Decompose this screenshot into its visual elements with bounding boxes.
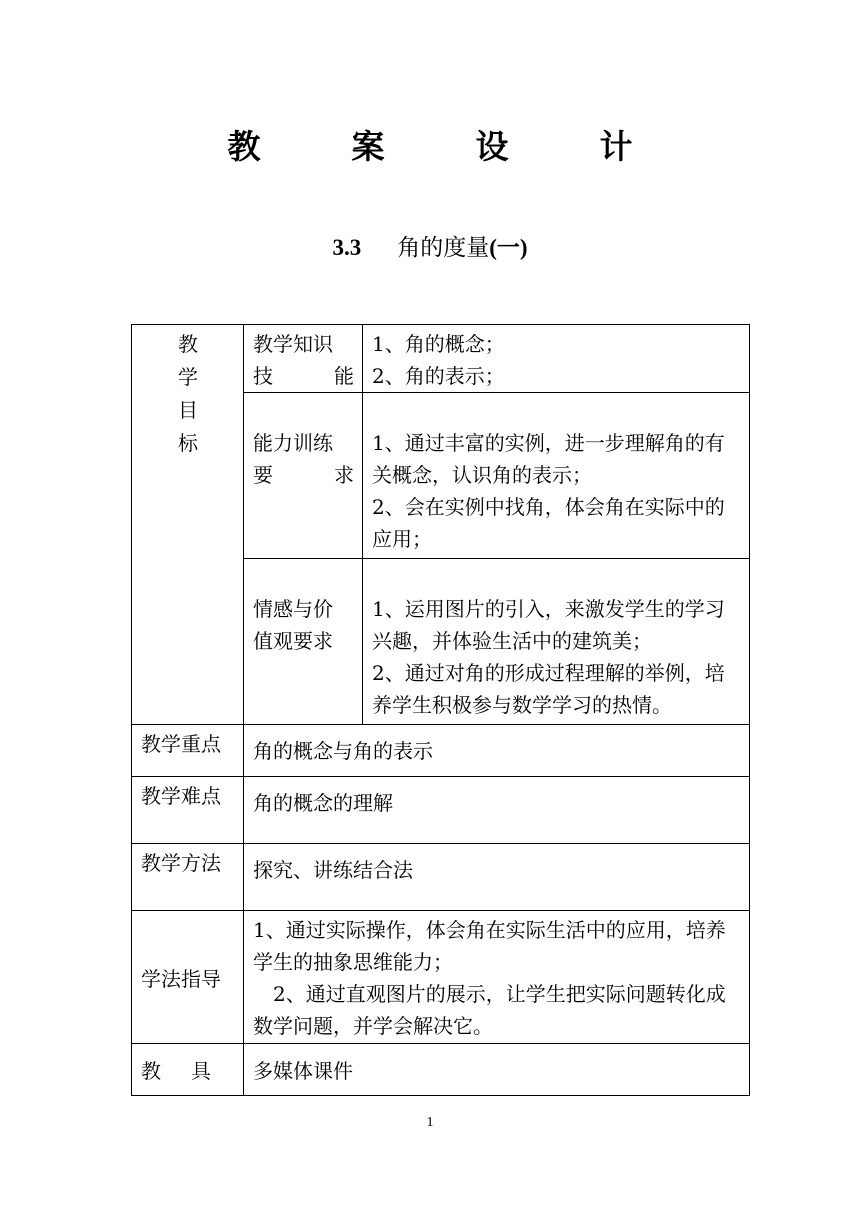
lesson-name <box>397 229 527 262</box>
lesson-name-paren: (一) <box>489 235 528 260</box>
table-row <box>132 725 750 777</box>
knowledge-label-line: 教学知识 <box>253 332 333 356</box>
lesson-number: 3.3 <box>332 235 362 260</box>
objectives-label-char: 教 <box>178 332 198 356</box>
tools-value: 多媒体课件 <box>244 1044 750 1096</box>
method-label: 教学方法 <box>132 844 244 911</box>
page-number: 1 <box>426 1115 434 1130</box>
tools-label <box>132 1044 244 1096</box>
knowledge-label-cell <box>244 325 363 393</box>
objectives-label-char: 标 <box>178 431 198 455</box>
study-guide-content-cell <box>244 911 750 1044</box>
emotion-item: 2、通过对角的形成过程理解的举例，培养学生积极参与数学学习的热情。 <box>372 661 725 717</box>
table-row <box>132 777 750 844</box>
study-guide-item: 1、通过实际操作，体会角在实际生活中的应用，培养学生的抽象思维能力； <box>253 918 726 974</box>
ability-label-line <box>253 459 354 491</box>
objectives-label <box>141 328 235 460</box>
emotion-label-line: 值观要求 <box>253 629 333 653</box>
knowledge-content-cell <box>363 325 750 393</box>
ability-label-line: 能力训练 <box>253 431 333 455</box>
ability-item: 1、通过丰富的实例，进一步理解角的有关概念，认识角的表示； <box>372 431 725 487</box>
key-point-label: 教学重点 <box>132 725 244 777</box>
title-char: 教 <box>227 127 261 166</box>
method-value: 探究、讲练结合法 <box>244 844 750 911</box>
objectives-label-cell <box>132 325 244 725</box>
emotion-label-line: 情感与价 <box>253 597 333 621</box>
table-row <box>132 911 750 1044</box>
knowledge-label-char: 技 <box>253 364 273 388</box>
objectives-label-char: 目 <box>178 398 198 422</box>
objectives-label-char: 学 <box>178 365 198 389</box>
study-guide-item: 2、通过直观图片的展示，让学生把实际问题转化成数学问题，并学会解决它。 <box>253 982 726 1038</box>
table-row <box>132 325 750 393</box>
document-title <box>0 124 860 170</box>
difficulty-value: 角的概念的理解 <box>244 777 750 844</box>
emotion-item: 1、运用图片的引入，来激发学生的学习兴趣，并体验生活中的建筑美； <box>372 597 725 653</box>
ability-label-cell <box>244 393 363 559</box>
knowledge-item: 1、角的概念； <box>372 332 505 356</box>
lesson-plan-table <box>131 324 750 1096</box>
lesson-name-text: 角的度量 <box>397 235 490 261</box>
emotion-label-cell <box>244 559 363 725</box>
tools-label-char: 具 <box>191 1059 211 1083</box>
tools-label-char: 教 <box>141 1059 161 1083</box>
study-guide-label: 学法指导 <box>132 911 244 1044</box>
title-char: 计 <box>599 127 633 166</box>
lesson-heading <box>0 229 860 262</box>
key-point-value: 角的概念与角的表示 <box>244 725 750 777</box>
ability-content-cell <box>363 393 750 559</box>
knowledge-label-char: 能 <box>334 364 354 388</box>
ability-label-char: 求 <box>334 463 354 487</box>
knowledge-item: 2、角的表示； <box>372 364 505 388</box>
title-char: 设 <box>475 127 509 166</box>
difficulty-label: 教学难点 <box>132 777 244 844</box>
ability-label-char: 要 <box>253 463 273 487</box>
table-row <box>132 1044 750 1096</box>
emotion-content-cell <box>363 559 750 725</box>
ability-item: 2、会在实例中找角，体会角在实际中的应用； <box>372 495 725 551</box>
knowledge-label-line <box>253 360 354 392</box>
title-char: 案 <box>351 127 385 166</box>
table-row <box>132 844 750 911</box>
